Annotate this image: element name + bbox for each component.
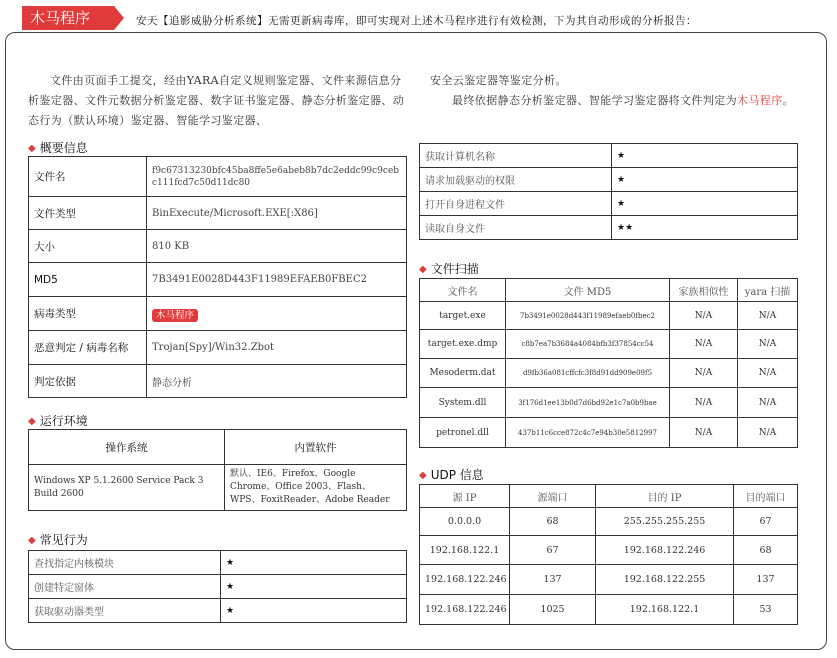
table-row [420,418,798,448]
udp-table [419,484,798,625]
file-name-cell: petronel.dll [420,418,506,448]
behavior-table-right [419,143,798,240]
table-row [420,330,798,359]
table-row [29,197,407,230]
behavior-heading [28,531,88,548]
summary-value: 810 KB [147,230,407,263]
environment-table [28,429,407,511]
table-row [29,331,407,365]
src-port-cell: 68 [510,508,596,536]
dst-ip-cell: 192.168.122.1 [596,595,734,625]
bullet-diamond-icon: ◆ [28,416,36,427]
src-port-cell: 1025 [510,595,596,625]
section-tag: 木马程序 [22,6,114,30]
table-row [420,144,798,168]
table-row [420,536,798,565]
table-row [29,465,407,511]
column-header: 源 IP [420,485,510,508]
software-cell: 默认、IE6、Firefox、Google Chrome、Office 2003、Flash、WPS、FoxitReader、Adobe Reader [225,465,407,511]
bullet-diamond-icon: ◆ [419,470,427,481]
src-ip-cell: 192.168.122.246 [420,595,510,625]
family-cell: N/A [670,302,738,330]
table-row [29,365,407,398]
summary-label: 文件类型 [29,197,147,230]
summary-label: 判定依据 [29,365,147,398]
family-cell: N/A [670,330,738,359]
file-scan-heading [419,260,479,277]
table-row [420,565,798,595]
environment-title: 运行环境 [39,414,88,428]
udp-heading [419,466,484,483]
dst-port-cell: 68 [734,536,798,565]
behavior-rating: ★ [221,551,407,575]
file-name-cell: Mesoderm.dat [420,359,506,388]
yara-cell: N/A [738,388,798,418]
intro-paragraph-cont [430,71,810,111]
intro-paragraph [28,71,408,131]
summary-value [147,297,407,331]
behavior-action: 请求加载驱动的权限 [420,168,612,192]
section-tag-arrow [114,6,124,30]
file-md5-cell: c8b7ea7b3684a4084bfb3f37854cc54 [506,330,670,359]
column-header: 操作系统 [29,430,225,465]
summary-value: Trojan[Spy]/Win32.Zbot [147,331,407,365]
verdict-text: 最终依据静态分析鉴定器、智能学习鉴定器将文件判定为 [452,94,737,107]
behavior-action: 获取驱动器类型 [29,599,221,623]
behavior-rating: ★ [612,144,798,168]
verdict-suffix: 。 [782,94,795,107]
summary-value: BinExecute/Microsoft.EXE[:X86] [147,197,407,230]
yara-cell: N/A [738,418,798,448]
table-header-row [29,430,407,465]
dst-port-cell: 53 [734,595,798,625]
src-ip-cell: 192.168.122.1 [420,536,510,565]
verdict-highlight: 木马程序 [737,94,783,107]
bullet-diamond-icon: ◆ [28,535,36,546]
table-row [29,263,407,297]
intro-text-cont: 安全云鉴定器等鉴定分析。 [430,74,567,87]
bullet-diamond-icon: ◆ [28,143,36,154]
table-row [420,359,798,388]
file-scan-table [419,278,798,448]
table-row [29,575,407,599]
verdict-paragraph [430,91,810,111]
file-md5-cell: 437b11c6cce872c4c7e94b30e5812997 [506,418,670,448]
yara-cell: N/A [738,302,798,330]
file-name-cell: System.dll [420,388,506,418]
behavior-rating: ★ [612,192,798,216]
column-header: 源端口 [510,485,596,508]
table-row [29,599,407,623]
summary-value: f9c67313230bfc45ba8ffe5e6abeb8b7dc2eddc99c9cebc111fcd7c50d11dc80 [147,157,407,197]
udp-title: UDP 信息 [430,468,484,482]
file-md5-cell: 7b3491e0028d443f11989efaeb0fbec2 [506,302,670,330]
environment-heading [28,412,88,429]
bullet-diamond-icon: ◆ [419,264,427,275]
column-header: 文件 MD5 [506,279,670,302]
table-header-row [420,485,798,508]
behavior-rating: ★ [221,599,407,623]
file-md5-cell: 3f176d1ee13b0d7d6bd92e1c7a0b9bae [506,388,670,418]
column-header: 目的端口 [734,485,798,508]
summary-label: 大小 [29,230,147,263]
summary-table [28,156,407,398]
file-name-cell: target.exe [420,302,506,330]
behavior-title: 常见行为 [39,533,88,547]
dst-port-cell: 67 [734,508,798,536]
family-cell: N/A [670,388,738,418]
table-row [29,297,407,331]
summary-label: MD5 [29,263,147,297]
table-row [420,192,798,216]
table-header-row [420,279,798,302]
column-header: 内置软件 [225,430,407,465]
behavior-rating: ★ [612,168,798,192]
table-row [420,388,798,418]
virus-type-badge: 木马程序 [152,309,198,322]
summary-label: 病毒类型 [29,297,147,331]
table-row [29,157,407,197]
summary-value: 7B3491E0028D443F11989EFAEB0FBEC2 [147,263,407,297]
column-header: yara 扫描 [738,279,798,302]
summary-value: 静态分析 [147,365,407,398]
table-row [29,230,407,263]
table-row [420,595,798,625]
table-row [29,551,407,575]
column-header: 家族相似性 [670,279,738,302]
column-header: 文件名 [420,279,506,302]
column-header: 目的 IP [596,485,734,508]
summary-label: 恶意判定 / 病毒名称 [29,331,147,365]
behavior-action: 创建特定窗体 [29,575,221,599]
file-md5-cell: d9fb36a081cffcfc3f8d91dd909e09f5 [506,359,670,388]
dst-ip-cell: 255.255.255.255 [596,508,734,536]
behavior-rating: ★★ [612,216,798,240]
src-port-cell: 137 [510,565,596,595]
behavior-rating: ★ [221,575,407,599]
file-scan-title: 文件扫描 [430,262,479,276]
table-row [420,168,798,192]
dst-port-cell: 137 [734,565,798,595]
file-name-cell: target.exe.dmp [420,330,506,359]
behavior-action: 获取计算机名称 [420,144,612,168]
summary-heading [28,139,88,156]
src-port-cell: 67 [510,536,596,565]
dst-ip-cell: 192.168.122.246 [596,536,734,565]
behavior-table-left [28,550,407,623]
table-row [420,302,798,330]
yara-cell: N/A [738,359,798,388]
dst-ip-cell: 192.168.122.255 [596,565,734,595]
behavior-action: 打开自身进程文件 [420,192,612,216]
os-cell: Windows XP 5.1.2600 Service Pack 3 Build 2600 [29,465,225,511]
table-row [420,508,798,536]
intro-text: 文件由页面手工提交，经由YARA自定义规则鉴定器、文件来源信息分析鉴定器、文件元数据分析鉴定器、数字证书鉴定器、静态分析鉴定器、动态行为（默认环境）鉴定器、智能学习鉴定器、 [28,74,405,127]
family-cell: N/A [670,418,738,448]
src-ip-cell: 0.0.0.0 [420,508,510,536]
behavior-action: 查找指定内核模块 [29,551,221,575]
summary-label: 文件名 [29,157,147,197]
table-row [420,216,798,240]
family-cell: N/A [670,359,738,388]
summary-title: 概要信息 [39,141,88,155]
yara-cell: N/A [738,330,798,359]
behavior-action: 读取自身文件 [420,216,612,240]
src-ip-cell: 192.168.122.246 [420,565,510,595]
header-description: 安天【追影威胁分析系统】无需更新病毒库，即可实现对上述木马程序进行有效检测，下为其自动形成的分析报告： [136,15,697,27]
